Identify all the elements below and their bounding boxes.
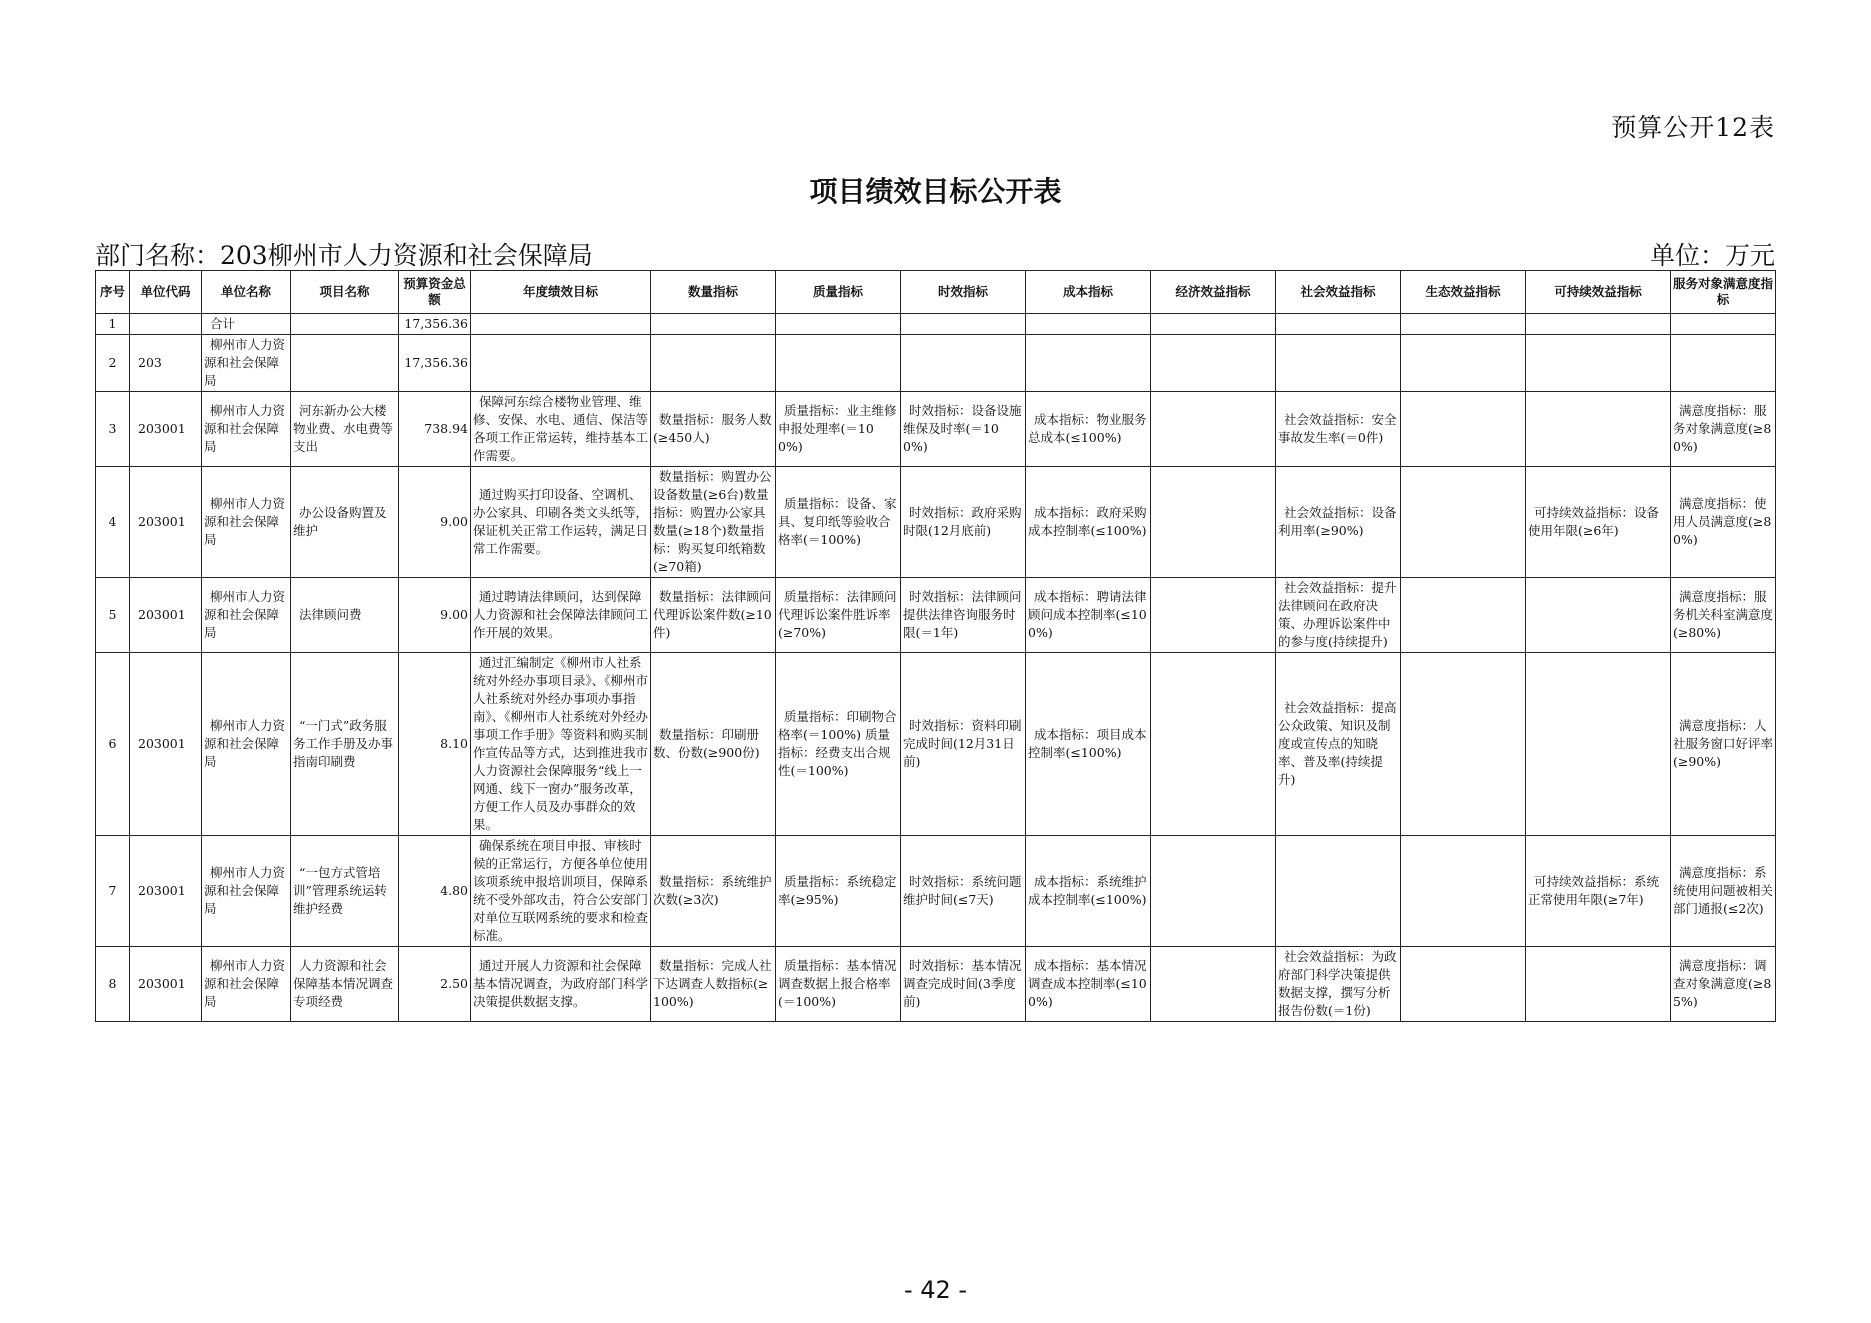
col-header: 生态效益指标 [1401,271,1526,314]
table-cell [471,314,651,335]
table-cell: 质量指标：设备、家具、复印纸等验收合格率(＝100%) [776,467,901,578]
table-cell [651,335,776,392]
table-cell [1401,335,1526,392]
table-row [96,392,1776,467]
table-cell: 成本指标：物业服务总成本(≤100%) [1026,392,1151,467]
table-cell: 满意度指标：服务对象满意度(≥80%) [1671,392,1776,467]
table-cell: “一门式”政务服务工作手册及办事指南印刷费 [291,653,399,836]
table-cell: 时效指标：政府采购时限(12月底前) [901,467,1026,578]
table-cell: 9.00 [399,467,471,578]
table-cell: 人力资源和社会保障基本情况调查专项经费 [291,947,399,1022]
table-cell: 203001 [130,836,202,947]
table-cell [1401,467,1526,578]
table-cell: 办公设备购置及维护 [291,467,399,578]
table-cell [776,314,901,335]
table-cell: 满意度指标：人社服务窗口好评率(≥90%) [1671,653,1776,836]
table-cell [1151,836,1276,947]
col-header: 年度绩效目标 [471,271,651,314]
table-cell: 满意度指标：调查对象满意度(≥85%) [1671,947,1776,1022]
table-cell [1526,653,1671,836]
table-cell: 时效指标：设备设施维保及时率(＝100%) [901,392,1026,467]
table-cell: 成本指标：项目成本控制率(≤100%) [1026,653,1151,836]
table-cell [471,335,651,392]
table-cell: 可持续效益指标：系统正常使用年限(≥7年) [1526,836,1671,947]
table-cell: 738.94 [399,392,471,467]
table-cell: 质量指标：印刷物合格率(＝100%) 质量指标：经费支出合规性(＝100%) [776,653,901,836]
table-cell [1401,578,1526,653]
table-cell: 柳州市人力资源和社会保障局 [202,836,291,947]
table-cell: 数量指标：购置办公设备数量(≥6台)数量指标：购置办公家具数量(≥18个)数量指标：购买复印纸箱数(≥70箱) [651,467,776,578]
table-cell [776,335,901,392]
table-cell [1151,314,1276,335]
table-cell [291,335,399,392]
col-header: 经济效益指标 [1151,271,1276,314]
table-cell [1026,314,1151,335]
table-cell: 确保系统在项目申报、审核时候的正常运行，方便各单位使用该项系统申报培训项目，保障系统不受外部攻击，符合公安部门对单位互联网系统的要求和检查标准。 [471,836,651,947]
table-cell [130,314,202,335]
table-cell: 数量指标：完成人社下达调查人数指标(≥100%) [651,947,776,1022]
table-cell [1151,653,1276,836]
table-cell: 满意度指标：使用人员满意度(≥80%) [1671,467,1776,578]
table-cell [1401,392,1526,467]
table-cell: 8 [96,947,130,1022]
page-title: 项目绩效目标公开表 [809,175,1062,208]
col-header: 服务对象满意度指标 [1671,271,1776,314]
table-cell: 社会效益指标：提高公众政策、知识及制度或宣传点的知晓率、普及率(持续提升) [1276,653,1401,836]
table-cell: 时效指标：基本情况调查完成时间(3季度前) [901,947,1026,1022]
table-cell: 社会效益指标：提升法律顾问在政府决策、办理诉讼案件中的参与度(持续提升) [1276,578,1401,653]
table-cell: 成本指标：政府采购成本控制率(≤100%) [1026,467,1151,578]
table-cell: 4 [96,467,130,578]
table-cell: 可持续效益指标：设备使用年限(≥6年) [1526,467,1671,578]
table-cell [1671,335,1776,392]
table-cell: 时效指标：法律顾问提供法律咨询服务时限(＝1年) [901,578,1026,653]
table-cell [1671,314,1776,335]
table-cell: 法律顾问费 [291,578,399,653]
table-cell: 2 [96,335,130,392]
table-row [96,836,1776,947]
table-cell [1401,653,1526,836]
table-cell [1526,392,1671,467]
table-cell: 通过汇编制定《柳州市人社系统对外经办事项目录》、《柳州市人社系统对外经办事项办事指南》、《柳州市人社系统对外经办事项工作手册》等资料和购买制作宣传品等方式，达到推进我市人力资源社会保障服务“线上一网通、线下一窗办”服务改革，方便工作人员及办事群众的效果。 [471,653,651,836]
table-cell: 合计 [202,314,291,335]
table-cell [1026,335,1151,392]
table-cell: 数量指标：系统维护次数(≥3次) [651,836,776,947]
table-cell: 数量指标：印刷册数、份数(≥900份) [651,653,776,836]
table-cell: 柳州市人力资源和社会保障局 [202,578,291,653]
table-cell: 社会效益指标：为政府部门科学决策提供数据支撑，撰写分析报告份数(＝1份) [1276,947,1401,1022]
table-cell: 柳州市人力资源和社会保障局 [202,653,291,836]
col-header: 质量指标 [776,271,901,314]
department-name: 部门名称：203柳州市人力资源和社会保障局 [95,241,593,270]
table-cell [1151,335,1276,392]
table-cell: 柳州市人力资源和社会保障局 [202,335,291,392]
table-cell: 满意度指标：系统使用问题被相关部门通报(≤2次) [1671,836,1776,947]
table-row [96,947,1776,1022]
table-cell [1276,836,1401,947]
table-cell [1151,578,1276,653]
table-cell: 成本指标：聘请法律顾问成本控制率(≤100%) [1026,578,1151,653]
table-cell: 通过开展人力资源和社会保障基本情况调查，为政府部门科学决策提供数据支撑。 [471,947,651,1022]
table-cell: 河东新办公大楼物业费、水电费等支出 [291,392,399,467]
table-cell: 1 [96,314,130,335]
col-header: 可持续效益指标 [1526,271,1671,314]
table-cell: 柳州市人力资源和社会保障局 [202,467,291,578]
table-cell: 社会效益指标：安全事故发生率(＝0件) [1276,392,1401,467]
table-cell: 203001 [130,653,202,836]
table-cell: 203001 [130,467,202,578]
table-number-label: 预算公开12表 [1611,113,1775,142]
table-cell: 时效指标：资料印刷完成时间(12月31日前) [901,653,1026,836]
table-cell: 203001 [130,392,202,467]
table-cell [651,314,776,335]
table-cell: 6 [96,653,130,836]
table-cell: 17,356.36 [399,335,471,392]
col-header: 项目名称 [291,271,399,314]
col-header: 单位代码 [130,271,202,314]
table-cell [1401,947,1526,1022]
col-header: 数量指标 [651,271,776,314]
table-cell [1526,947,1671,1022]
table-cell: 3 [96,392,130,467]
table-cell [291,314,399,335]
table-body [96,314,1776,1022]
col-header: 序号 [96,271,130,314]
table-cell: 满意度指标：服务机关科室满意度(≥80%) [1671,578,1776,653]
table-cell [1526,314,1671,335]
table-cell: 保障河东综合楼物业管理、维修、安保、水电、通信、保洁等各项工作正常运转，维持基本工作需要。 [471,392,651,467]
table-cell: 柳州市人力资源和社会保障局 [202,392,291,467]
table-cell: 质量指标：基本情况调查数据上报合格率(＝100%) [776,947,901,1022]
page-number: - 42 - [903,1276,968,1304]
table-cell: 数量指标：服务人数(≥450人) [651,392,776,467]
table-cell: 2.50 [399,947,471,1022]
table-cell [1276,335,1401,392]
col-header: 成本指标 [1026,271,1151,314]
table-cell: 7 [96,836,130,947]
table-row [96,653,1776,836]
table-cell [1526,578,1671,653]
table-cell: 9.00 [399,578,471,653]
performance-table [95,270,1776,1022]
table-cell: 成本指标：系统维护成本控制率(≤100%) [1026,836,1151,947]
table-cell: 203001 [130,947,202,1022]
table-row [96,467,1776,578]
table-cell [1401,836,1526,947]
table-cell [1276,314,1401,335]
col-header: 时效指标 [901,271,1026,314]
table-cell: 数量指标：法律顾问代理诉讼案件数(≥10件) [651,578,776,653]
table-cell: 通过购买打印设备、空调机、办公家具、印刷各类文头纸等，保证机关正常工作运转，满足日常工作需要。 [471,467,651,578]
table-cell: 4.80 [399,836,471,947]
table-cell [1526,335,1671,392]
table-cell: 203001 [130,578,202,653]
table-cell [1151,947,1276,1022]
table-cell: 质量指标：系统稳定率(≥95%) [776,836,901,947]
unit-label: 单位：万元 [1649,241,1775,270]
table-cell: 通过聘请法律顾问，达到保障人力资源和社会保障法律顾问工作开展的效果。 [471,578,651,653]
table-cell: 质量指标：业主维修申报处理率(＝100%) [776,392,901,467]
col-header: 预算资金总额 [399,271,471,314]
table-cell: 柳州市人力资源和社会保障局 [202,947,291,1022]
table-cell: 8.10 [399,653,471,836]
table-cell: “一包方式管培训”管理系统运转维护经费 [291,836,399,947]
col-header: 单位名称 [202,271,291,314]
table-cell [1151,467,1276,578]
header-row [96,271,1776,314]
table-cell [1401,314,1526,335]
table-cell: 成本指标：基本情况调查成本控制率(≤100%) [1026,947,1151,1022]
table-cell: 17,356.36 [399,314,471,335]
table-row [96,335,1776,392]
table-cell: 时效指标：系统问题维护时间(≤7天) [901,836,1026,947]
table-cell: 5 [96,578,130,653]
col-header: 社会效益指标 [1276,271,1401,314]
table-row [96,314,1776,335]
table-cell [1151,392,1276,467]
table-cell: 社会效益指标：设备利用率(≥90%) [1276,467,1401,578]
table-cell [901,335,1026,392]
table-cell: 质量指标：法律顾问代理诉讼案件胜诉率(≥70%) [776,578,901,653]
table-row [96,578,1776,653]
table-cell: 203 [130,335,202,392]
table-cell [901,314,1026,335]
